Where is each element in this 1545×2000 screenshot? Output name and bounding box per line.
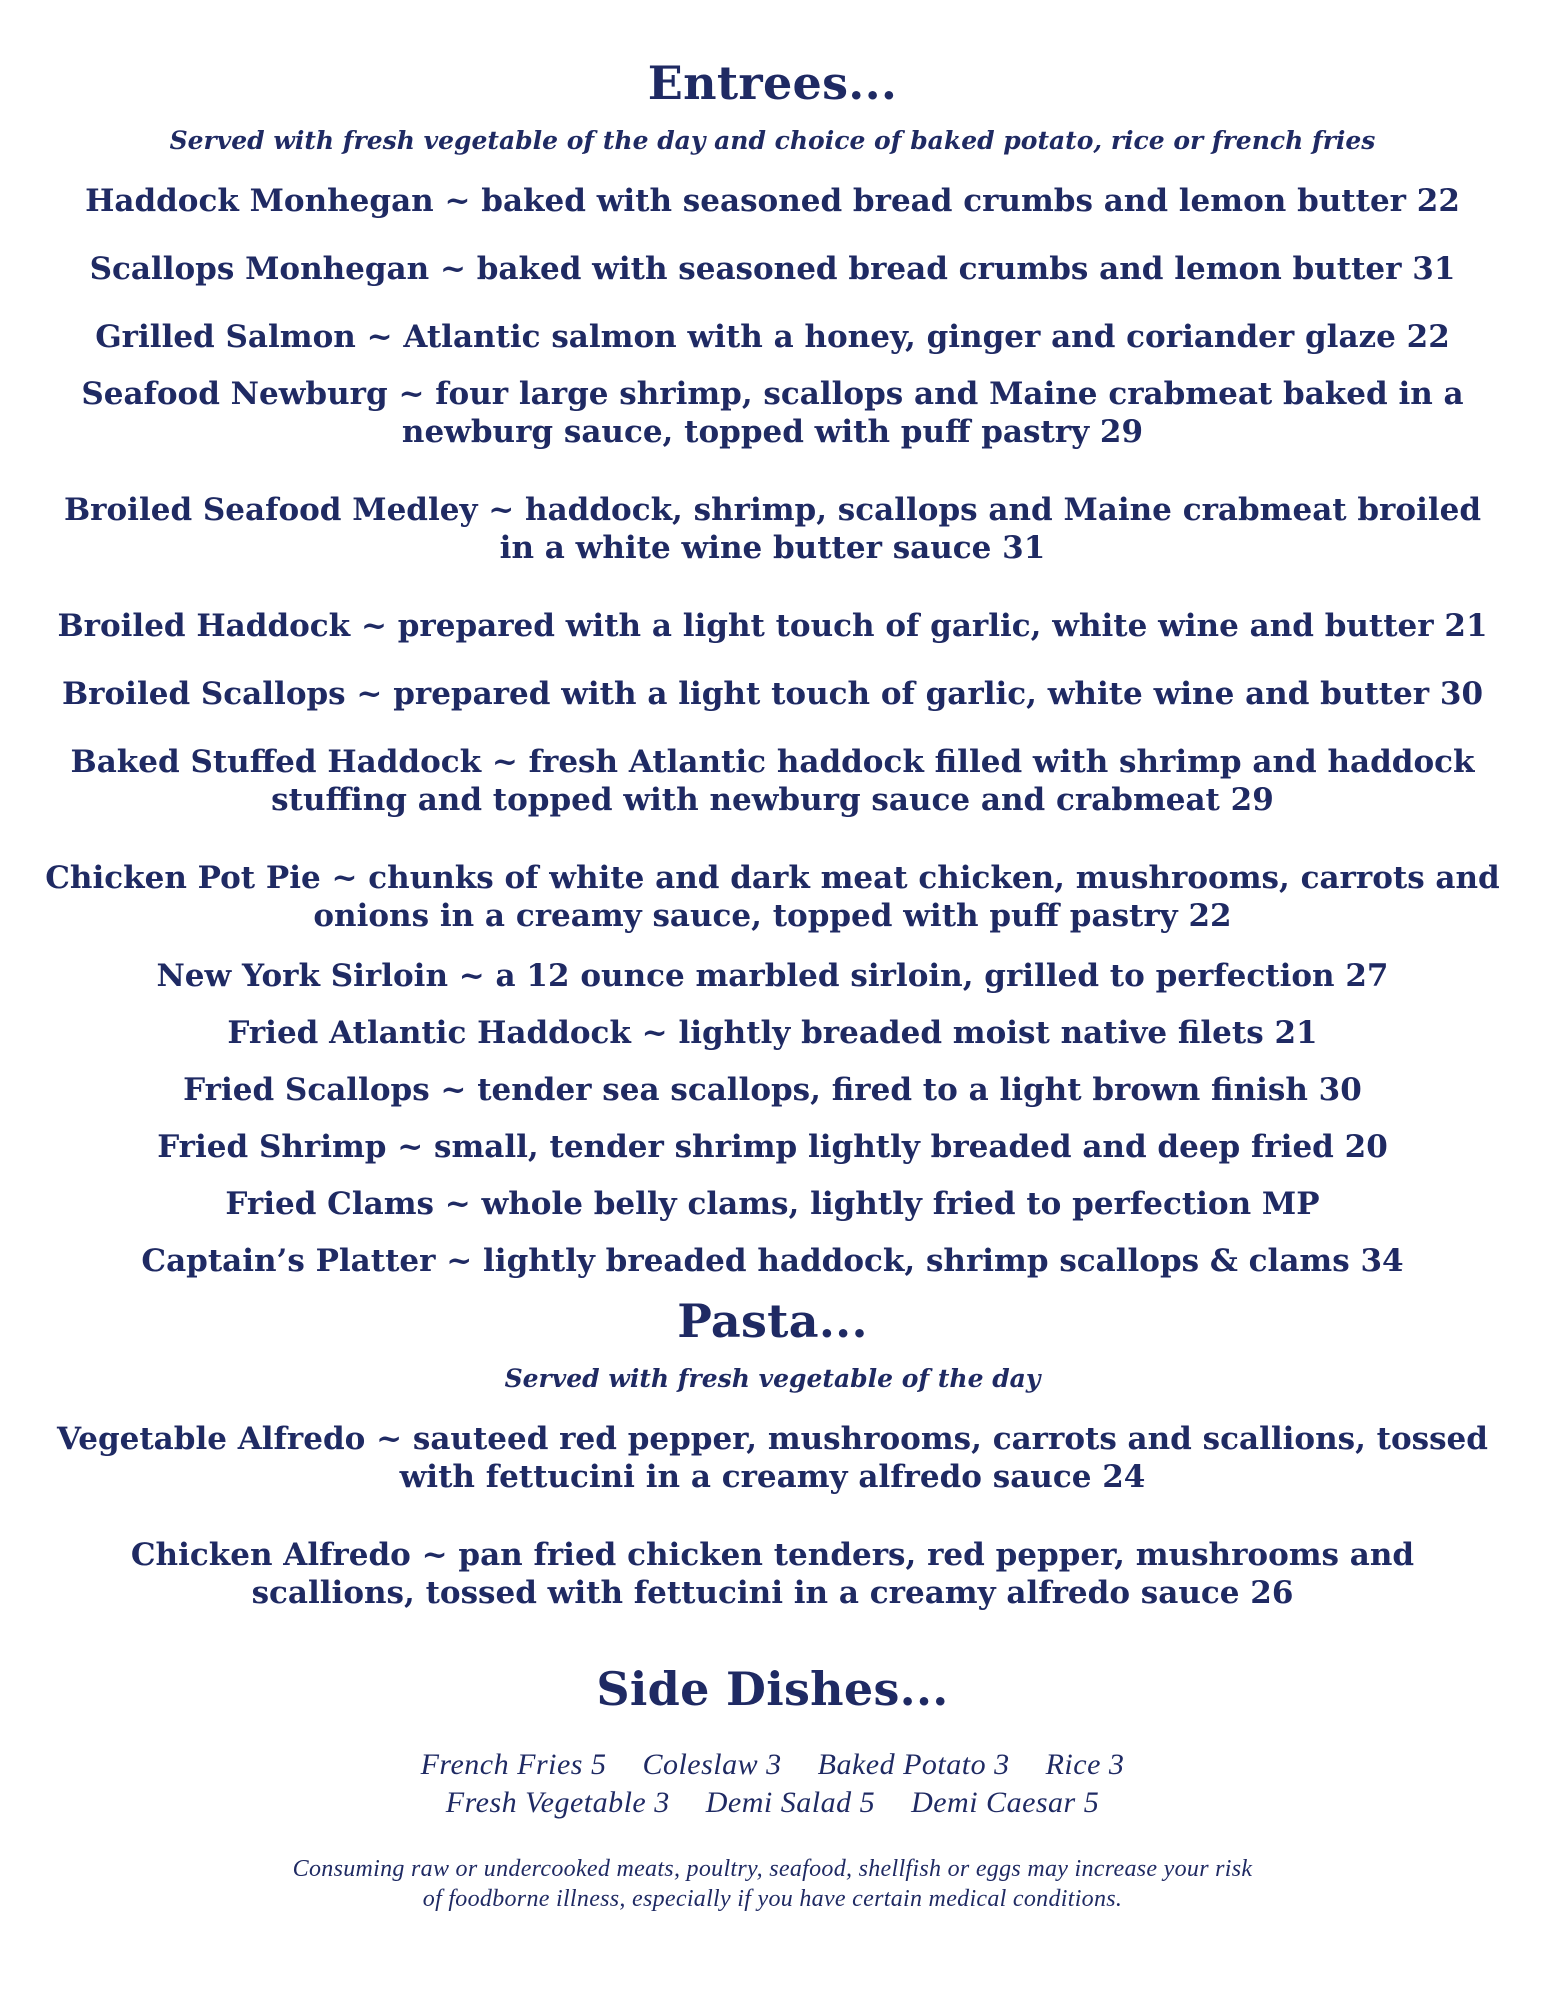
menu-item-broiled-scallops: Broiled Scallops ~ prepared with a light touch of garlic, white wine and butter 30 [61,676,1484,712]
menu-item-grilled-salmon: Grilled Salmon ~ Atlantic salmon with a honey, ginger and coriander glaze 22 [95,319,1450,355]
side-dish-rice: Rice 3 [1045,1748,1125,1781]
side-dishes-section [0,1660,1545,1822]
menu-item-broiled-haddock: Broiled Haddock ~ prepared with a light touch of garlic, white wine and butter 21 [57,608,1488,644]
food-safety-disclaimer [0,1854,1545,1914]
menu-item-seafood-newburg: Seafood Newburg ~ four large shrimp, scallops and Maine crabmeat baked in a newburg sauce, topped with puff pastry 29 [81,376,1464,450]
menu-item-new-york-sirloin: New York Sirloin ~ a 12 ounce marbled sirloin, grilled to perfection 27 [156,958,1389,994]
pasta-heading: Pasta... [677,1294,868,1348]
menu-item-chicken-pot-pie: Chicken Pot Pie ~ chunks of white and dark meat chicken, mushrooms, carrots and onions in a creamy sauce, topped with puff pastry 22 [45,860,1500,934]
menu-item-chicken-alfredo: Chicken Alfredo ~ pan fried chicken tenders, red pepper, mushrooms and scallions, tossed with fettucini in a creamy alfredo sauce 26 [130,1537,1415,1611]
side-dish-demi-caesar: Demi Caesar 5 [911,1786,1100,1819]
menu-item-broiled-seafood-medley: Broiled Seafood Medley ~ haddock, shrimp, scallops and Maine crabmeat broiled in a white wine butter sauce 31 [63,492,1482,566]
menu-item-fried-shrimp: Fried Shrimp ~ small, tender shrimp lightly breaded and deep fried 20 [157,1129,1388,1165]
menu-item-haddock-monhegan: Haddock Monhegan ~ baked with seasoned bread crumbs and lemon butter 22 [85,183,1460,219]
pasta-subtitle: Served with fresh vegetable of the day [504,1364,1041,1393]
disclaimer-line-2: of foodborne illness, especially if you have certain medical conditions. [422,1886,1123,1912]
pasta-section [0,1292,1545,1612]
side-dishes-row-2 [0,1784,1545,1822]
disclaimer-line-1: Consuming raw or undercooked meats, poultry, seafood, shellfish or eggs may increase your risk [292,1856,1253,1882]
side-dish-baked-potato: Baked Potato 3 [817,1748,1010,1781]
menu-item-captains-platter: Captain’s Platter ~ lightly breaded haddock, shrimp scallops & clams 34 [141,1243,1404,1279]
side-dishes-heading: Side Dishes... [596,1662,949,1716]
entrees-heading: Entrees... [647,56,898,110]
side-dish-coleslaw: Coleslaw 3 [642,1748,782,1781]
menu-item-fried-atlantic-haddock: Fried Atlantic Haddock ~ lightly breaded moist native filets 21 [227,1015,1318,1051]
side-dish-demi-salad: Demi Salad 5 [705,1786,876,1819]
side-dishes-list [0,1746,1545,1822]
entrees-section [0,54,1545,1280]
entrees-subtitle: Served with fresh vegetable of the day and choice of baked potato, rice or french fries [169,126,1376,155]
menu-item-vegetable-alfredo: Vegetable Alfredo ~ sauteed red pepper, mushrooms, carrots and scallions, tossed with fettucini in a creamy alfredo sauce 24 [57,1421,1488,1495]
side-dish-fresh-vegetable: Fresh Vegetable 3 [445,1786,670,1819]
side-dish-french-fries: French Fries 5 [420,1748,607,1781]
menu-item-fried-clams: Fried Clams ~ whole belly clams, lightly fried to perfection MP [225,1186,1320,1222]
side-dishes-row-1 [0,1746,1545,1784]
menu-item-fried-scallops: Fried Scallops ~ tender sea scallops, fired to a light brown finish 30 [183,1072,1362,1108]
menu-item-scallops-monhegan: Scallops Monhegan ~ baked with seasoned bread crumbs and lemon butter 31 [89,251,1456,287]
menu-item-baked-stuffed-haddock: Baked Stuffed Haddock ~ fresh Atlantic haddock filled with shrimp and haddock stuffing and topped with newburg sauce and crabmeat 29 [70,744,1475,818]
